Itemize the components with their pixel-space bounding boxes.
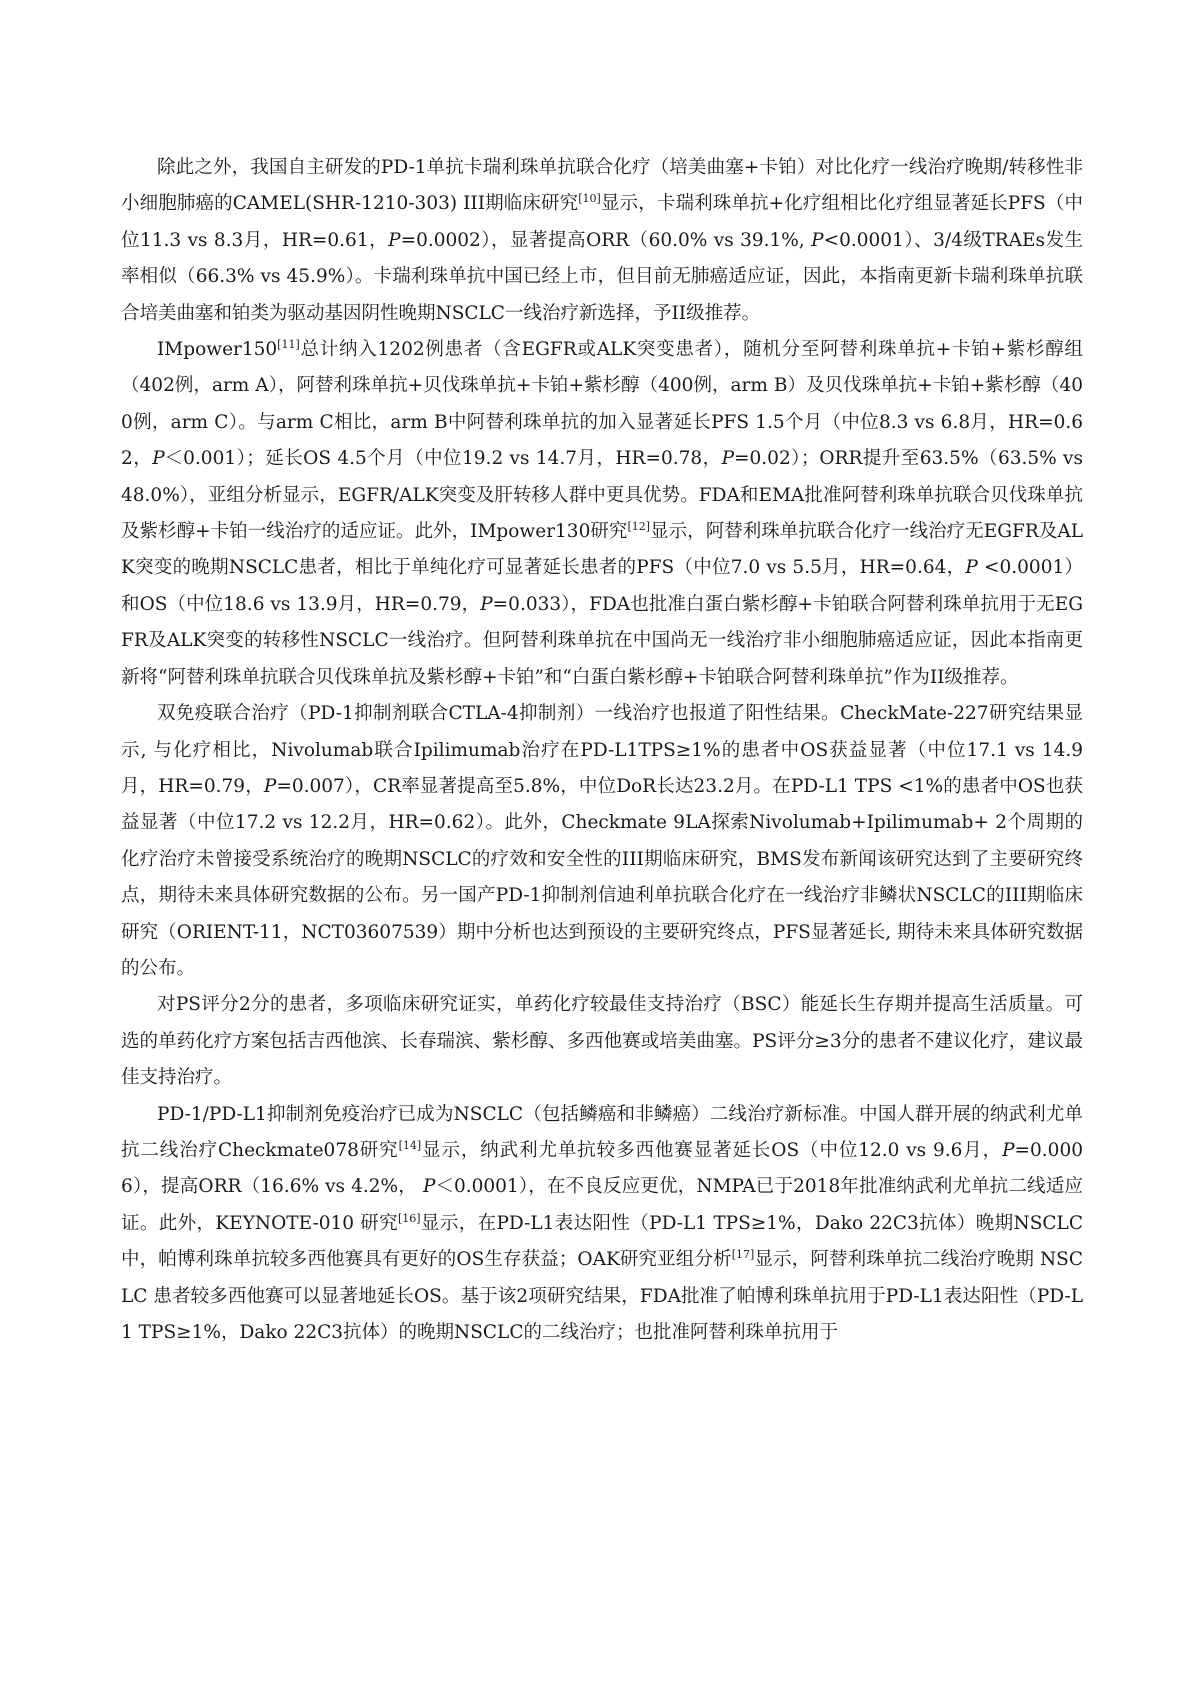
paragraph-camel-study [121,150,1083,332]
paragraph-ps2-chemotherapy [121,987,1083,1096]
text-run: ＜0.0001），在不良反应更优，NMPA已于2018年批准纳武利尤单抗二线适应证。此外，KEYNOTE-010 研究 [121,1176,1084,1234]
text-run: =0.02）；ORR提升至63.5%（63.5% vs 48.0%），亚组分析显示，EGFR/ALK突变及肝转移人群中更具优势。FDA和EMA批准阿替利珠单抗联合贝伐珠单抗及紫杉醇+卡铂一线治疗的适应证。此外，IMpower130研究 [121,448,1083,543]
text-run: PD-1/PD-L1抑制剂免疫治疗已成为NSCLC（包括鳞癌和非鳞癌）二线治疗新标准。中国人群开展的纳武利尤单抗二线治疗Checkmate078研究 [121,1103,1083,1161]
paragraph-impower150-study [121,332,1083,696]
text-run: =0.007），CR率显著提高至5.8%，中位DoR长达23.2月。在PD-L1 TPS <1%的患者中OS也获益显著（中位17.2 vs 12.2月，HR=0.62）。此外，Checkmate 9LA探索Nivolumab+Ipilimumab+ 2个周期的化疗治疗未曾接受系统治疗的晚期NSCLC的疗效和安全性的III期临床研究，BMS发布新闻该研究达到了主要研究终点，期待未来具体研究数据的公布。另一国产PD-1抑制剂信迪利单抗联合化疗在一线治疗非鳞状NSCLC的III期临床研究（ORIENT-11，NCT03607539）期中分析也达到预设的主要研究终点，PFS显著延长, 期待未来具体研究数据的公布。 [121,775,1083,979]
citation-ref: [16] [398,1211,421,1225]
text-run: IMpower150 [157,339,278,361]
citation-ref: [12] [627,520,651,534]
text-run: =0.0002），显著提高ORR（60.0% vs 39.1%, [400,229,812,251]
text-run: 显示，纳武利尤单抗较多西他赛显著延长OS（中位12.0 vs 9.6月， [421,1139,1003,1161]
p-value-symbol: P [152,448,165,470]
text-run: 除此之外，我国自主研发的PD-1单抗卡瑞利珠单抗联合化疗（培美曲塞+卡铂）对比化疗一线治疗晚期/转移性非小细胞肺癌的CAMEL(SHR-1210-303) III期临床研究 [121,157,1083,215]
citation-ref: [14] [398,1138,422,1152]
p-value-symbol: P [263,775,277,797]
text-run: 双免疫联合治疗（PD-1抑制剂联合CTLA-4抑制剂）一线治疗也报道了阳性结果。CheckMate-227研究结果显示, 与化疗相比，Nivolumab联合Ipilimumab治疗在PD-L1TPS≥1%的患者中OS获益显著（中位17.1 vs 14.9月，HR=0.79， [121,703,1083,797]
text-run: ＜0.001）；延长OS 4.5个月（中位19.2 vs 14.7月，HR=0.78， [164,448,722,470]
p-value-symbol: P [721,448,735,470]
document-page [121,150,1083,1351]
citation-ref: [17] [731,1248,755,1262]
citation-ref: [10] [578,192,601,206]
text-run: <0.0001）和OS（中位18.6 vs 13.9月，HR=0.79， [121,557,1083,615]
p-value-symbol: P [423,1176,436,1198]
p-value-symbol: P [1002,1139,1015,1161]
p-value-symbol: P [811,229,824,251]
p-value-symbol: P [480,593,493,615]
paragraph-second-line-immunotherapy [121,1097,1083,1352]
text-run: 显示，在PD-L1表达阳性（PD-L1 TPS≥1%，Dako 22C3抗体）晚期NSCLC中，帕博利珠单抗较多西他赛具有更好的OS生存获益；OAK研究亚组分析 [121,1212,1083,1271]
citation-ref: [11] [277,338,300,352]
text-run: =0.0006），提高ORR（16.6% vs 4.2%， [121,1139,1083,1198]
text-run: 显示，阿替利珠单抗联合化疗一线治疗无EGFR及ALK突变的晚期NSCLC患者，相比于单纯化疗可显著延长患者的PFS（中位7.0 vs 5.5月，HR=0.64， [121,521,1084,579]
text-run: 显示，卡瑞利珠单抗+化疗组相比化疗组显著延长PFS（中位11.3 vs 8.3月，HR=0.61， [121,193,1083,251]
text-run: 对PS评分2分的患者，多项临床研究证实，单药化疗较最佳支持治疗（BSC）能延长生存期并提高生活质量。可选的单药化疗方案包括吉西他滨、长春瑞滨、紫杉醇、多西他赛或培美曲塞。PS评分≥3分的患者不建议化疗，建议最佳支持治疗。 [121,994,1083,1089]
text-run: 显示，阿替利珠单抗二线治疗晚期 NSCLC 患者较多西他赛可以显著地延长OS。基于该2项研究结果，FDA批准了帕博利珠单抗用于PD-L1表达阳性（PD-L1 TPS≥1%，Dako 22C3抗体）的晚期NSCLC的二线治疗；也批准阿替利珠单抗用于 [121,1249,1083,1343]
text-run: 总计纳入1202例患者（含EGFR或ALK突变患者），随机分至阿替利珠单抗+卡铂+紫杉醇组（402例，arm A），阿替利珠单抗+贝伐珠单抗+卡铂+紫杉醇（400例，arm B）及贝伐珠单抗+卡铂+紫杉醇（400例，arm C）。与arm C相比，arm B中阿替利珠单抗的加入显著延长PFS 1.5个月（中位8.3 vs 6.8月，HR=0.62， [121,339,1083,470]
p-value-symbol: P [388,229,401,251]
paragraph-dual-immunotherapy [121,696,1083,987]
p-value-symbol: P [965,557,978,579]
text-run: =0.033），FDA也批准白蛋白紫杉醇+卡铂联合阿替利珠单抗用于无EGFR及ALK突变的转移性NSCLC一线治疗。但阿替利珠单抗在中国尚无一线治疗非小细胞肺癌适应证，因此本指南更新将“阿替利珠单抗联合贝伐珠单抗及紫杉醇+卡铂”和“白蛋白紫杉醇+卡铂联合阿替利珠单抗”作为II级推荐。 [121,593,1084,688]
text-run: <0.0001）、3/4级TRAEs发生率相似（66.3% vs 45.9%）。卡瑞利珠单抗中国已经上市，但目前无肺癌适应证，因此，本指南更新卡瑞利珠单抗联合培美曲塞和铂类为驱动基因阴性晚期NSCLC一线治疗新选择，予II级推荐。 [121,229,1083,324]
